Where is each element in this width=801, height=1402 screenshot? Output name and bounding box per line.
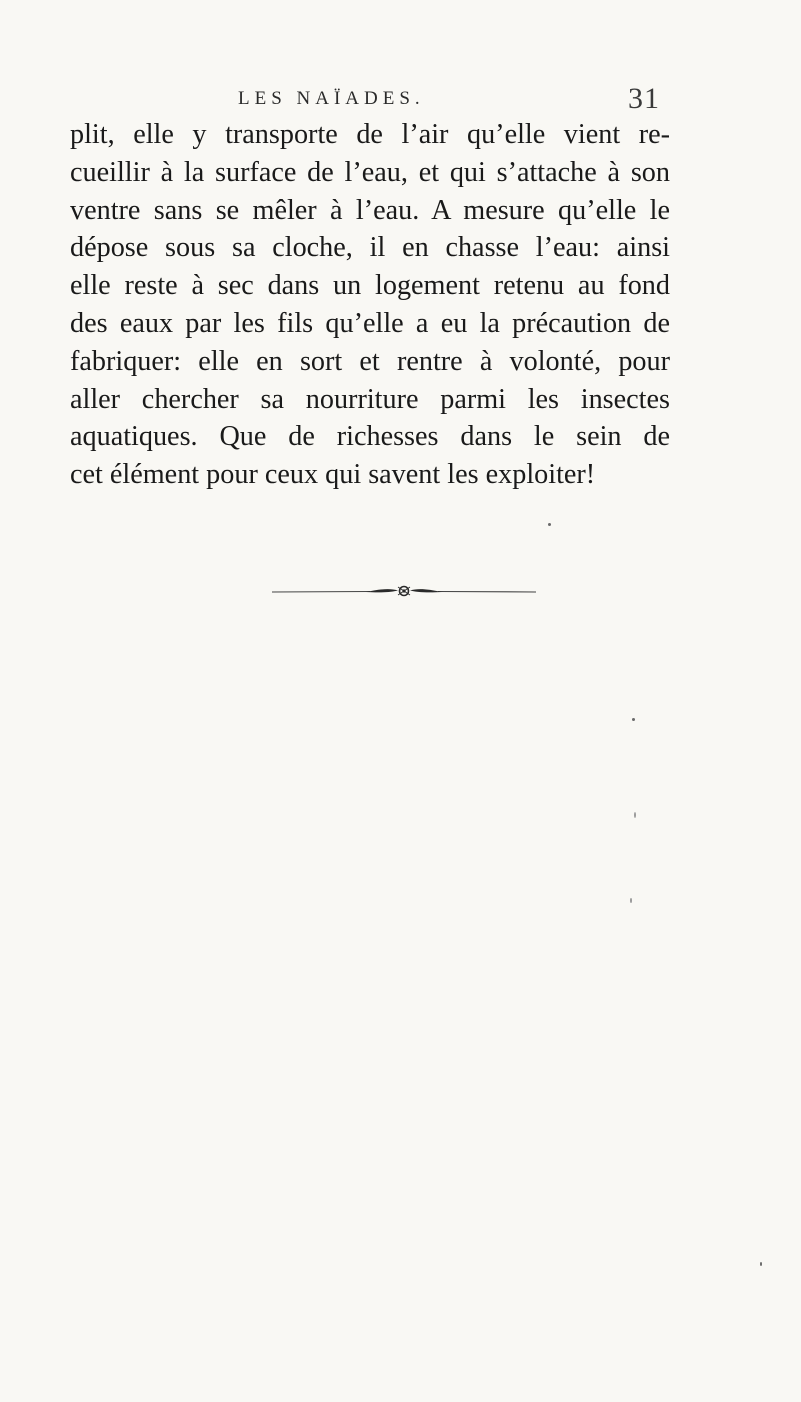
text-line: des eaux par les fils qu’elle a eu la précaution de <box>70 307 670 339</box>
text-line: ventre sans se mêler à l’eau. A mesure qu’elle le <box>70 194 670 226</box>
text-line: cueillir à la surface de l’eau, et qui s’attache à son <box>70 156 670 188</box>
text-line: dépose sous sa cloche, il en chasse l’eau: ainsi <box>70 232 670 264</box>
paper-speck <box>632 718 635 721</box>
paper-speck <box>634 812 636 818</box>
text-line: fabriquer: elle en sort et rentre à volonté, pour <box>70 345 670 377</box>
page-number: 31 <box>628 82 660 115</box>
text-line: elle reste à sec dans un logement retenu au fond <box>70 270 670 302</box>
text-line: aller chercher sa nourriture parmi les insectes <box>70 383 670 415</box>
text-line: aquatiques. Que de richesses dans le sein de <box>70 421 670 453</box>
running-title: LES NAÏADES. <box>238 88 425 109</box>
text-line: cet élément pour ceux qui savent les exploiter! <box>70 459 596 491</box>
paper-speck <box>760 1262 762 1266</box>
tailpiece-ornament-icon <box>270 580 538 602</box>
body-text <box>70 116 670 494</box>
text-line: plit, elle y transporte de l’air qu’elle vient re- <box>70 119 670 150</box>
paper-speck <box>630 898 632 903</box>
paper-speck <box>548 523 551 526</box>
